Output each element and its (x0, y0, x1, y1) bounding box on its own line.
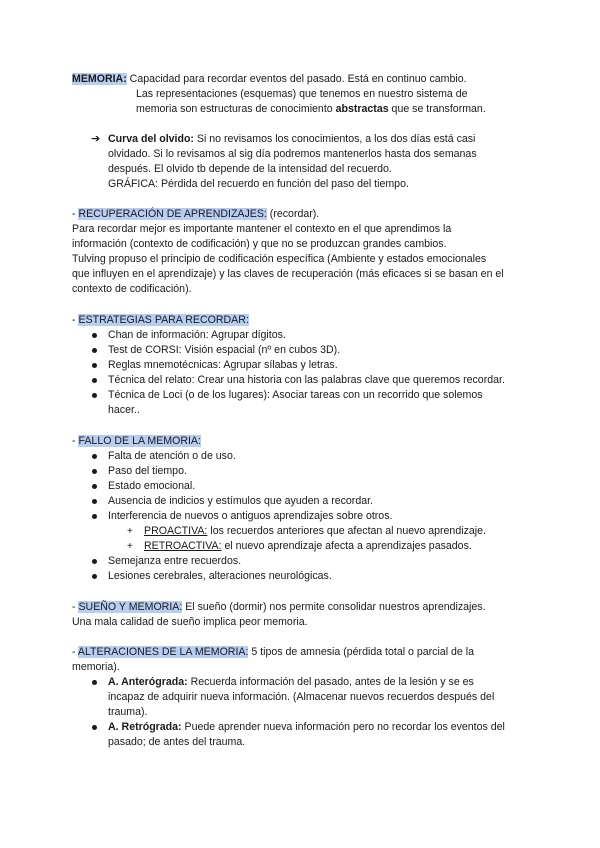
sub-item-retroactiva: RETROACTIVA: el nuevo aprendizaje afecta a aprendizajes pasados. (144, 540, 472, 552)
bullet-icon (92, 680, 97, 685)
memoria-term: MEMORIA: (72, 73, 127, 85)
list-item: Test de CORSI: Visión espacial (nº en cubos 3D). (108, 344, 341, 356)
curva-line-3: después. El olvido tb depende de la intensidad del recuerdo. (108, 163, 392, 175)
sueno-heading: - SUEÑO Y MEMORIA: El sueño (dormir) nos permite consolidar nuestros aprendizajes. (72, 601, 486, 613)
list-item: Falta de atención o de uso. (108, 450, 236, 462)
alteraciones-line-2: memoria). (72, 661, 120, 673)
bullet-icon (92, 378, 97, 383)
list-item: Reglas mnemotécnicas: Agrupar sílabas y letras. (108, 359, 338, 371)
plus-icon: + (127, 541, 133, 552)
list-item: Ausencia de indicios y estímulos que ayuden a recordar. (108, 495, 373, 507)
bullet-icon (92, 559, 97, 564)
bullet-icon (92, 725, 97, 730)
curva-line-4: GRÁFICA: Pérdida del recuerdo en función del paso del tiempo. (108, 178, 409, 190)
curva-line-1: Curva del olvido: Si no revisamos los conocimientos, a los dos días está casi (108, 133, 476, 145)
bullet-icon (92, 348, 97, 353)
list-item: Estado emocional. (108, 480, 196, 492)
bullet-icon (92, 469, 97, 474)
bullet-icon (92, 454, 97, 459)
recuperacion-line-3: Tulving propuso el principio de codificación específica (Ambiente y estados emocionales (72, 253, 487, 265)
bullet-icon (92, 484, 97, 489)
anterograda-line-2: incapaz de adquirir nueva información. (Almacenar nuevos recuerdos después del (108, 691, 495, 703)
list-item: Semejanza entre recuerdos. (108, 555, 242, 567)
sub-item-proactiva: PROACTIVA: los recuerdos anteriores que afectan al nuevo aprendizaje. (144, 525, 486, 537)
bullet-icon (92, 574, 97, 579)
bullet-icon (92, 514, 97, 519)
list-item: Paso del tiempo. (108, 465, 187, 477)
list-item-continuation: hacer.. (108, 404, 140, 416)
bullet-icon (92, 333, 97, 338)
recuperacion-line-1: Para recordar mejor es importante mantener el contexto en el que aprendimos la (72, 223, 452, 235)
list-item: Chan de información: Agrupar dígitos. (108, 329, 286, 341)
recuperacion-line-2: información (contexto de codificación) y que no se produzcan grandes cambios. (72, 238, 447, 250)
recuperacion-line-5: contexto de codificación). (72, 283, 192, 295)
plus-icon: + (127, 526, 133, 537)
retrograda-line-1: A. Retrógrada: Puede aprender nueva información pero no recordar los eventos del (108, 721, 505, 733)
list-item: Técnica del relato: Crear una historia con las palabras clave que queremos recordar. (108, 374, 505, 386)
list-item: Técnica de Loci (o de los lugares): Asociar tareas con un recorrido que solemos (108, 389, 483, 401)
anterograda-line-1: A. Anterógrada: Recuerda información del pasado, antes de la lesión y se es (108, 676, 474, 688)
bullet-icon (92, 363, 97, 368)
sueno-line-2: Una mala calidad de sueño implica peor memoria. (72, 616, 308, 628)
memoria-line-1: MEMORIA: Capacidad para recordar eventos del pasado. Está en continuo cambio. (72, 73, 467, 85)
list-item: Interferencia de nuevos o antiguos aprendizajes sobre otros. (108, 510, 393, 522)
memoria-line-2: Las representaciones (esquemas) que tenemos en nuestro sistema de (136, 88, 468, 100)
anterograda-line-3: trauma). (108, 706, 148, 718)
arrow-right-icon: ➔ (91, 133, 101, 145)
curva-line-2: olvidado. Si lo revisamos al sig día podremos mantenerlos hasta dos semanas (108, 148, 477, 160)
alteraciones-heading: - ALTERACIONES DE LA MEMORIA: 5 tipos de amnesia (pérdida total o parcial de la (72, 646, 474, 658)
memoria-line-3: memoria son estructuras de conocimiento abstractas que se transforman. (136, 103, 486, 115)
retrograda-line-2: pasado; de antes del trauma. (108, 736, 246, 748)
bullet-icon (92, 393, 97, 398)
fallo-heading: - FALLO DE LA MEMORIA: (72, 435, 201, 447)
estrategias-heading: - ESTRATEGIAS PARA RECORDAR: (72, 314, 249, 326)
recuperacion-heading: - RECUPERACIÓN DE APRENDIZAJES: (recordar). (72, 208, 320, 220)
recuperacion-line-4: que influyen en el aprendizaje) y las claves de recuperación (más eficaces si se basan en el (72, 268, 504, 280)
list-item: Lesiones cerebrales, alteraciones neurológicas. (108, 570, 332, 582)
bullet-icon (92, 499, 97, 504)
